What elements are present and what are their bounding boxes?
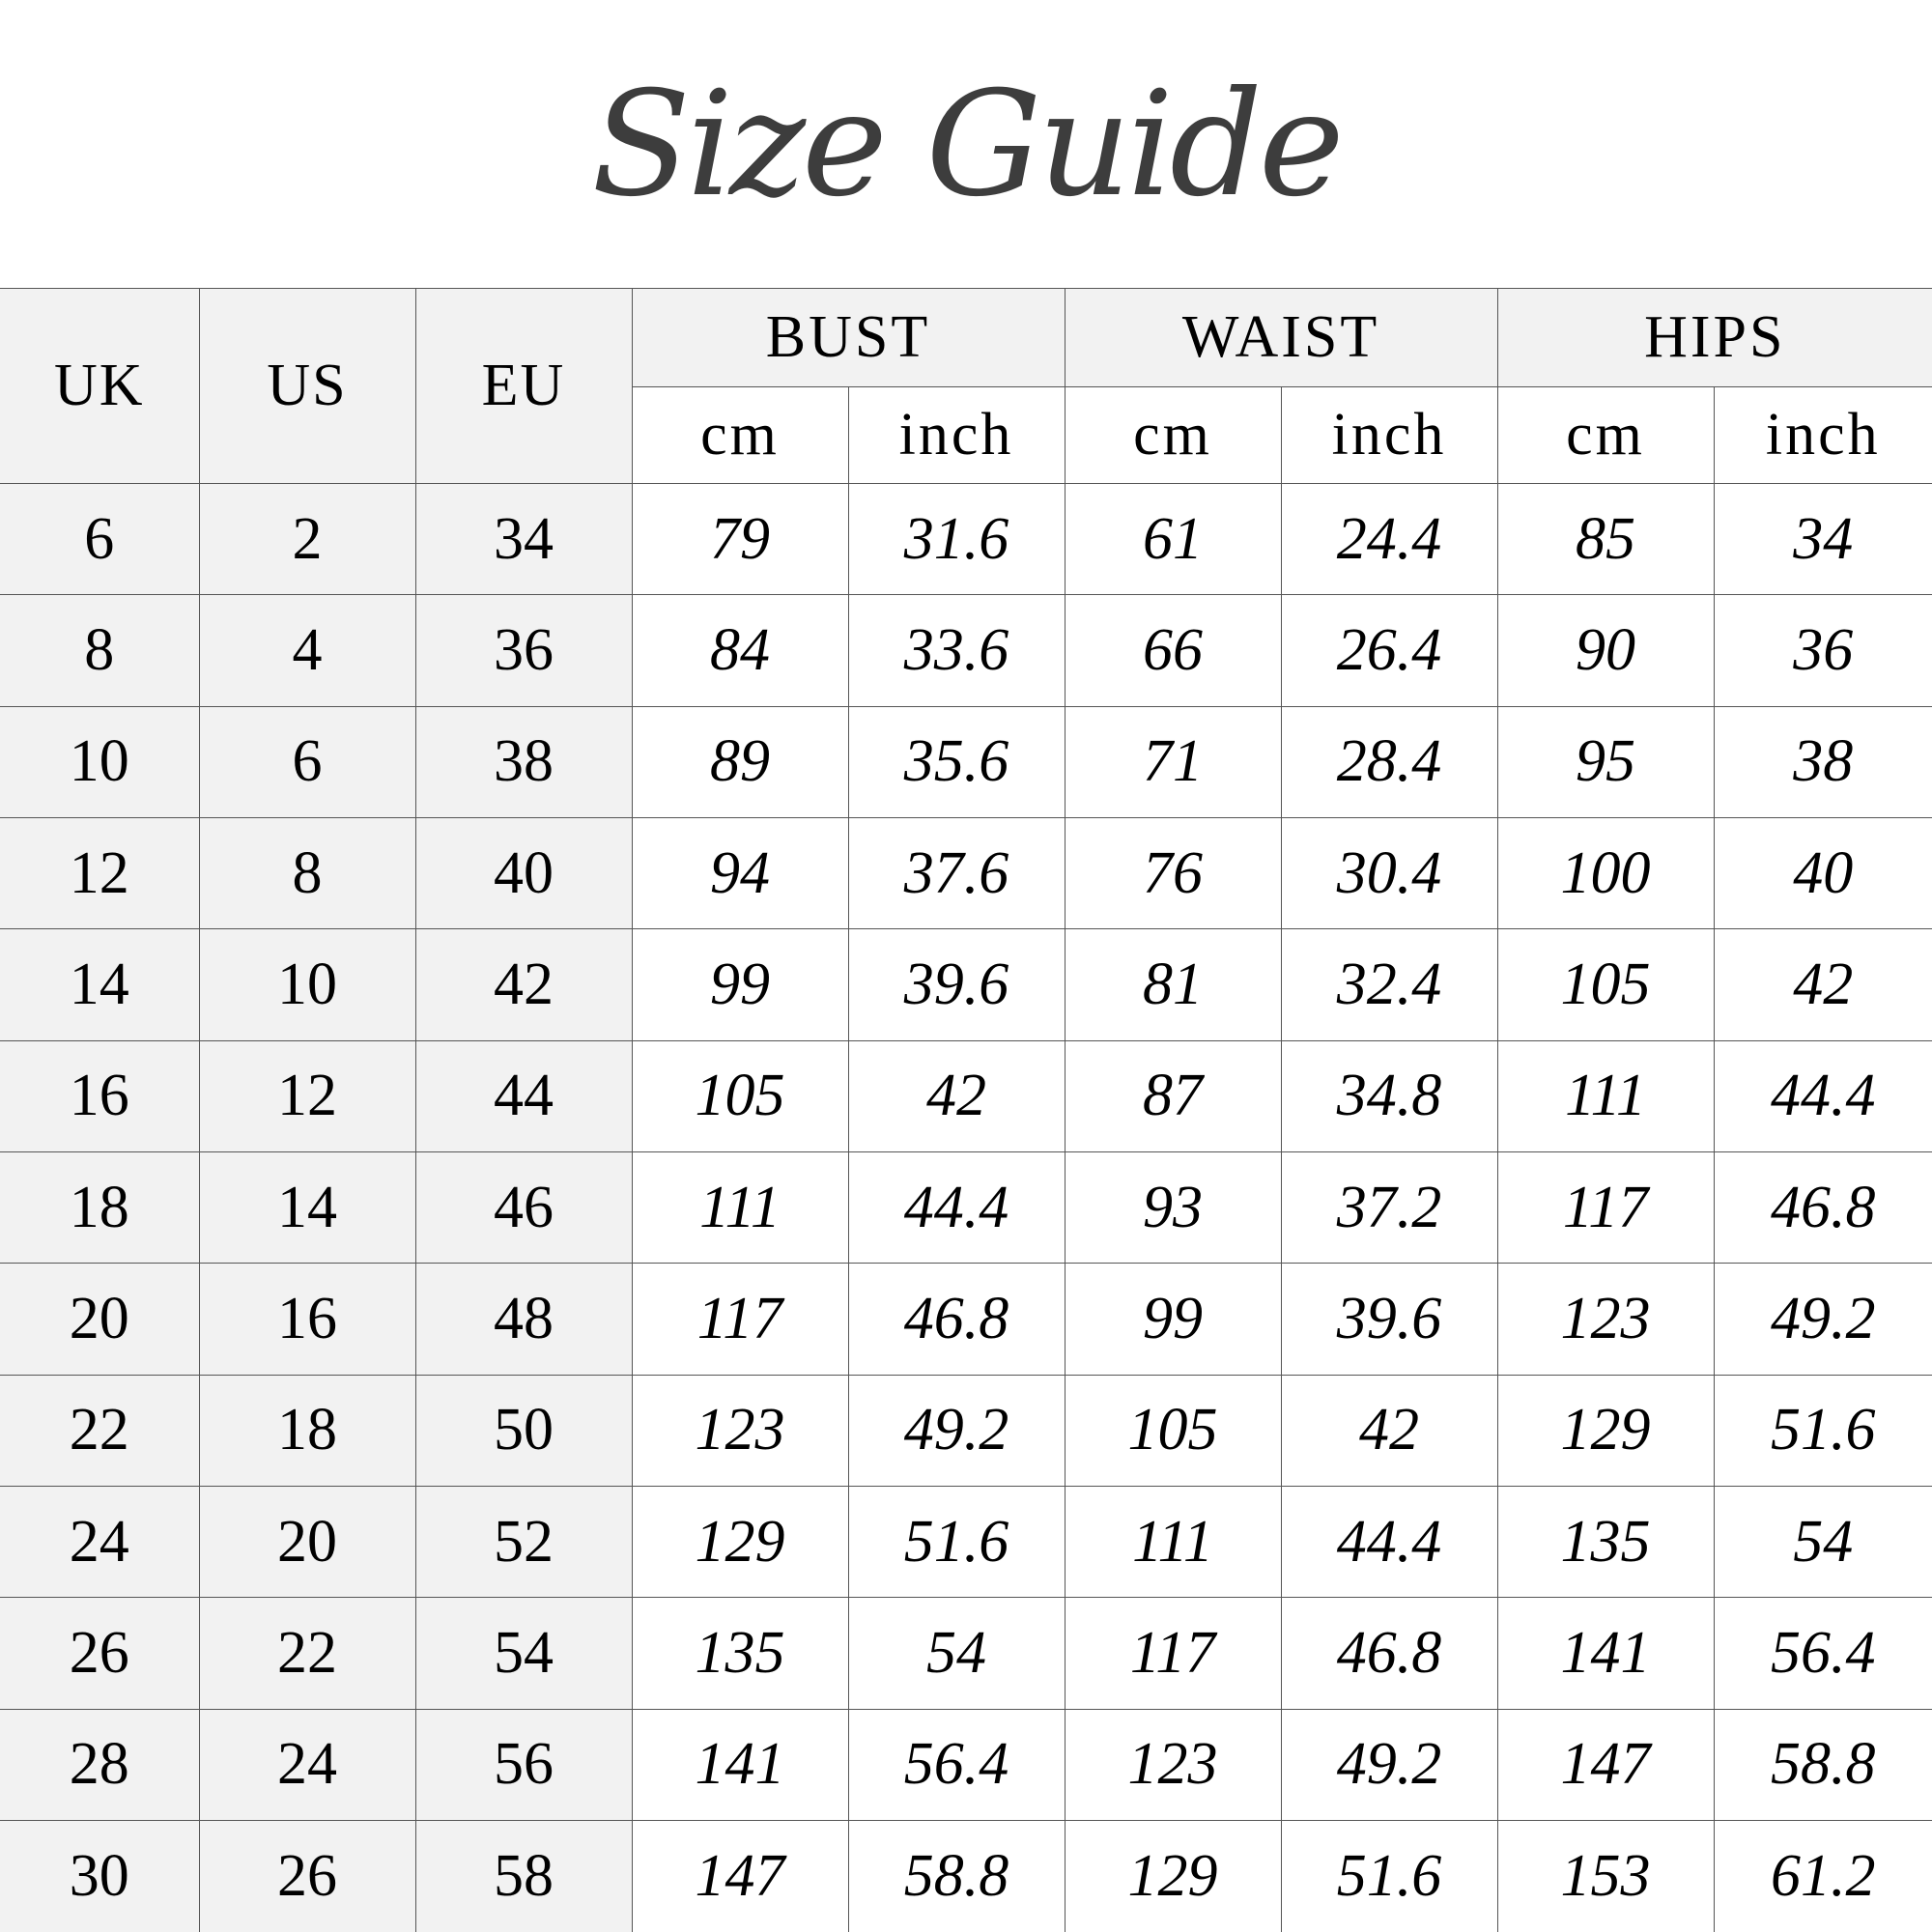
table-row [0, 818, 1932, 929]
cell-eu: 52 [415, 1487, 632, 1598]
cell-waist-inch: 34.8 [1281, 1040, 1497, 1151]
cell-us: 20 [199, 1487, 415, 1598]
cell-bust-inch: 58.8 [848, 1821, 1065, 1932]
cell-hips-inch: 58.8 [1714, 1709, 1932, 1820]
header-bust-inch: inch [848, 387, 1065, 484]
cell-hips-inch: 44.4 [1714, 1040, 1932, 1151]
cell-waist-inch: 28.4 [1281, 706, 1497, 817]
cell-bust-cm: 99 [632, 929, 848, 1040]
table-row [0, 484, 1932, 595]
cell-eu: 50 [415, 1375, 632, 1486]
cell-us: 2 [199, 484, 415, 595]
header-hips: HIPS [1497, 289, 1932, 387]
cell-hips-inch: 54 [1714, 1487, 1932, 1598]
cell-waist-inch: 26.4 [1281, 595, 1497, 706]
cell-hips-inch: 61.2 [1714, 1821, 1932, 1932]
cell-eu: 56 [415, 1709, 632, 1820]
cell-bust-cm: 84 [632, 595, 848, 706]
cell-hips-cm: 147 [1497, 1709, 1714, 1820]
table-row [0, 1709, 1932, 1820]
cell-waist-inch: 46.8 [1281, 1598, 1497, 1709]
cell-waist-inch: 30.4 [1281, 818, 1497, 929]
cell-hips-cm: 95 [1497, 706, 1714, 817]
cell-eu: 38 [415, 706, 632, 817]
cell-hips-inch: 49.2 [1714, 1264, 1932, 1375]
cell-hips-cm: 135 [1497, 1487, 1714, 1598]
header-us: US [199, 289, 415, 484]
cell-hips-cm: 90 [1497, 595, 1714, 706]
cell-uk: 26 [0, 1598, 199, 1709]
cell-bust-inch: 49.2 [848, 1375, 1065, 1486]
table-row [0, 1598, 1932, 1709]
cell-waist-inch: 37.2 [1281, 1152, 1497, 1264]
cell-bust-cm: 111 [632, 1152, 848, 1264]
table-row [0, 1821, 1932, 1932]
cell-bust-inch: 33.6 [848, 595, 1065, 706]
cell-waist-inch: 49.2 [1281, 1709, 1497, 1820]
cell-waist-cm: 87 [1065, 1040, 1281, 1151]
cell-eu: 58 [415, 1821, 632, 1932]
cell-bust-inch: 31.6 [848, 484, 1065, 595]
cell-waist-cm: 99 [1065, 1264, 1281, 1375]
size-guide-table [0, 288, 1932, 1932]
header-bust: BUST [632, 289, 1065, 387]
cell-hips-inch: 46.8 [1714, 1152, 1932, 1264]
cell-hips-cm: 153 [1497, 1821, 1714, 1932]
cell-us: 8 [199, 818, 415, 929]
table-row [0, 595, 1932, 706]
cell-hips-cm: 100 [1497, 818, 1714, 929]
cell-hips-inch: 40 [1714, 818, 1932, 929]
header-bust-cm: cm [632, 387, 848, 484]
cell-bust-cm: 79 [632, 484, 848, 595]
cell-waist-inch: 42 [1281, 1375, 1497, 1486]
header-waist-inch: inch [1281, 387, 1497, 484]
cell-uk: 10 [0, 706, 199, 817]
cell-us: 18 [199, 1375, 415, 1486]
cell-bust-cm: 89 [632, 706, 848, 817]
cell-bust-inch: 56.4 [848, 1709, 1065, 1820]
table-row [0, 1152, 1932, 1264]
cell-bust-cm: 123 [632, 1375, 848, 1486]
cell-eu: 36 [415, 595, 632, 706]
cell-hips-inch: 42 [1714, 929, 1932, 1040]
cell-waist-inch: 44.4 [1281, 1487, 1497, 1598]
cell-eu: 48 [415, 1264, 632, 1375]
cell-bust-cm: 117 [632, 1264, 848, 1375]
cell-hips-inch: 36 [1714, 595, 1932, 706]
header-hips-cm: cm [1497, 387, 1714, 484]
cell-us: 10 [199, 929, 415, 1040]
cell-us: 16 [199, 1264, 415, 1375]
cell-eu: 40 [415, 818, 632, 929]
cell-bust-inch: 54 [848, 1598, 1065, 1709]
cell-uk: 30 [0, 1821, 199, 1932]
cell-waist-cm: 76 [1065, 818, 1281, 929]
cell-hips-cm: 141 [1497, 1598, 1714, 1709]
cell-bust-cm: 141 [632, 1709, 848, 1820]
cell-us: 26 [199, 1821, 415, 1932]
cell-waist-cm: 129 [1065, 1821, 1281, 1932]
header-waist-cm: cm [1065, 387, 1281, 484]
header-uk: UK [0, 289, 199, 484]
cell-us: 22 [199, 1598, 415, 1709]
cell-us: 24 [199, 1709, 415, 1820]
cell-hips-cm: 123 [1497, 1264, 1714, 1375]
cell-waist-cm: 105 [1065, 1375, 1281, 1486]
cell-us: 6 [199, 706, 415, 817]
cell-bust-cm: 147 [632, 1821, 848, 1932]
cell-waist-cm: 61 [1065, 484, 1281, 595]
cell-bust-inch: 35.6 [848, 706, 1065, 817]
cell-waist-inch: 39.6 [1281, 1264, 1497, 1375]
cell-hips-cm: 117 [1497, 1152, 1714, 1264]
cell-waist-inch: 32.4 [1281, 929, 1497, 1040]
table-row [0, 1487, 1932, 1598]
cell-waist-cm: 66 [1065, 595, 1281, 706]
cell-uk: 24 [0, 1487, 199, 1598]
cell-hips-cm: 105 [1497, 929, 1714, 1040]
page-title: Size Guide [591, 61, 1341, 229]
cell-hips-inch: 34 [1714, 484, 1932, 595]
header-waist: WAIST [1065, 289, 1497, 387]
cell-bust-inch: 37.6 [848, 818, 1065, 929]
cell-eu: 44 [415, 1040, 632, 1151]
cell-us: 12 [199, 1040, 415, 1151]
cell-waist-cm: 93 [1065, 1152, 1281, 1264]
cell-uk: 28 [0, 1709, 199, 1820]
cell-eu: 54 [415, 1598, 632, 1709]
cell-hips-cm: 85 [1497, 484, 1714, 595]
cell-uk: 14 [0, 929, 199, 1040]
cell-uk: 16 [0, 1040, 199, 1151]
cell-eu: 42 [415, 929, 632, 1040]
cell-uk: 12 [0, 818, 199, 929]
cell-bust-cm: 105 [632, 1040, 848, 1151]
header-hips-inch: inch [1714, 387, 1932, 484]
table-row [0, 1264, 1932, 1375]
cell-hips-cm: 111 [1497, 1040, 1714, 1151]
table-row [0, 1040, 1932, 1151]
cell-bust-inch: 42 [848, 1040, 1065, 1151]
cell-us: 4 [199, 595, 415, 706]
cell-bust-inch: 51.6 [848, 1487, 1065, 1598]
cell-uk: 20 [0, 1264, 199, 1375]
table-body [0, 484, 1932, 1932]
table-row [0, 706, 1932, 817]
cell-uk: 22 [0, 1375, 199, 1486]
cell-hips-inch: 38 [1714, 706, 1932, 817]
cell-bust-cm: 135 [632, 1598, 848, 1709]
header-eu: EU [415, 289, 632, 484]
cell-hips-inch: 51.6 [1714, 1375, 1932, 1486]
table-row [0, 929, 1932, 1040]
cell-waist-cm: 71 [1065, 706, 1281, 817]
cell-waist-cm: 123 [1065, 1709, 1281, 1820]
cell-waist-inch: 51.6 [1281, 1821, 1497, 1932]
cell-bust-cm: 94 [632, 818, 848, 929]
cell-hips-cm: 129 [1497, 1375, 1714, 1486]
cell-waist-cm: 117 [1065, 1598, 1281, 1709]
cell-waist-cm: 111 [1065, 1487, 1281, 1598]
cell-bust-inch: 46.8 [848, 1264, 1065, 1375]
cell-bust-cm: 129 [632, 1487, 848, 1598]
cell-uk: 18 [0, 1152, 199, 1264]
cell-uk: 8 [0, 595, 199, 706]
cell-waist-cm: 81 [1065, 929, 1281, 1040]
cell-us: 14 [199, 1152, 415, 1264]
cell-eu: 46 [415, 1152, 632, 1264]
cell-waist-inch: 24.4 [1281, 484, 1497, 595]
cell-bust-inch: 39.6 [848, 929, 1065, 1040]
cell-uk: 6 [0, 484, 199, 595]
table-row [0, 1375, 1932, 1486]
cell-bust-inch: 44.4 [848, 1152, 1065, 1264]
cell-eu: 34 [415, 484, 632, 595]
cell-hips-inch: 56.4 [1714, 1598, 1932, 1709]
